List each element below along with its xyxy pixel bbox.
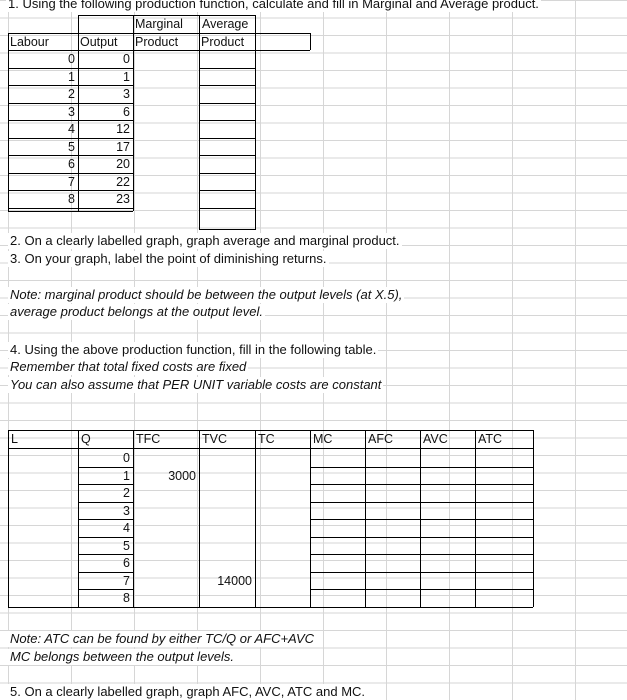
average-product-cell[interactable] bbox=[200, 69, 254, 85]
output-cell[interactable]: 1 bbox=[123, 69, 130, 84]
q-cell[interactable]: 8 bbox=[123, 591, 130, 605]
marginal-product-cell[interactable] bbox=[134, 174, 198, 190]
q1-title: 1. Using the following production function, calculate and fill in Marginal and Average product. bbox=[6, 0, 541, 12]
output-cell[interactable]: 12 bbox=[116, 122, 130, 136]
q-cell[interactable]: 2 bbox=[123, 486, 130, 500]
average-product-cell[interactable] bbox=[200, 86, 254, 102]
tfc-cell[interactable] bbox=[133, 555, 196, 571]
output-cell[interactable]: 17 bbox=[116, 139, 130, 154]
tfc-cell[interactable] bbox=[133, 573, 196, 589]
marginal-product-cell[interactable] bbox=[134, 51, 198, 67]
average-product-cell[interactable] bbox=[200, 104, 254, 120]
tfc-cell[interactable]: 3000 bbox=[168, 468, 196, 483]
output-cell[interactable]: 3 bbox=[123, 87, 130, 101]
q-cell[interactable]: 5 bbox=[123, 538, 130, 553]
output-cell[interactable]: 23 bbox=[116, 192, 130, 206]
tvc-cell[interactable] bbox=[199, 555, 252, 571]
average-header-bottom: Product bbox=[201, 35, 245, 49]
tfc-cell[interactable] bbox=[133, 450, 196, 466]
note1-line2: average product belongs at the output level. bbox=[10, 304, 263, 319]
q-cell[interactable]: 4 bbox=[123, 521, 130, 535]
tfc-cell[interactable] bbox=[133, 590, 196, 606]
header-l: L bbox=[11, 432, 18, 446]
marginal-product-cell[interactable] bbox=[134, 191, 198, 207]
tvc-cell[interactable] bbox=[199, 468, 252, 484]
output-cell[interactable]: 6 bbox=[123, 104, 130, 119]
tfc-cell[interactable] bbox=[133, 485, 196, 501]
marginal-product-cell[interactable] bbox=[134, 121, 198, 137]
header-q: Q bbox=[81, 432, 91, 446]
labour-cell[interactable]: 7 bbox=[68, 174, 75, 189]
average-product-cell[interactable] bbox=[200, 174, 254, 190]
labour-cell[interactable]: 4 bbox=[68, 122, 75, 136]
output-cell[interactable]: 20 bbox=[116, 157, 130, 171]
labour-cell[interactable]: 6 bbox=[68, 157, 75, 171]
q5-text: 5. On a clearly labelled graph, graph AFC, AVC, ATC and MC. bbox=[10, 684, 366, 699]
average-product-cell[interactable] bbox=[200, 156, 254, 172]
output-cell[interactable]: 22 bbox=[116, 174, 130, 189]
tfc-cell[interactable] bbox=[133, 520, 196, 536]
q-cell[interactable]: 7 bbox=[123, 573, 130, 588]
q3-text: 3. On your graph, label the point of diminishing returns. bbox=[10, 251, 327, 266]
q4-title: 4. Using the above production function, fill in the following table. bbox=[10, 342, 377, 357]
header-avc: AVC bbox=[423, 432, 448, 446]
note2-line1: Note: ATC can be found by either TC/Q or AFC+AVC bbox=[10, 631, 315, 646]
labour-header: Labour bbox=[10, 35, 49, 49]
marginal-header-bottom: Product bbox=[135, 35, 179, 49]
output-header: Output bbox=[80, 35, 118, 49]
q-cell[interactable]: 0 bbox=[123, 451, 130, 465]
note2-line2: MC belongs between the output levels. bbox=[10, 649, 235, 664]
header-afc: AFC bbox=[368, 432, 393, 446]
average-product-cell[interactable] bbox=[200, 191, 254, 207]
average-product-cell[interactable] bbox=[200, 51, 254, 67]
header-tc: TC bbox=[258, 432, 275, 446]
labour-cell[interactable]: 3 bbox=[68, 104, 75, 119]
labour-cell[interactable]: 1 bbox=[68, 69, 75, 84]
average-product-cell[interactable] bbox=[200, 121, 254, 137]
labour-cell[interactable]: 0 bbox=[68, 52, 75, 66]
q4-line2: Remember that total fixed costs are fixed bbox=[10, 359, 247, 374]
q-cell[interactable]: 1 bbox=[123, 468, 130, 483]
marginal-product-cell[interactable] bbox=[134, 139, 198, 155]
note1-line1: Note: marginal product should be between the output levels (at X.5), bbox=[10, 287, 403, 302]
tvc-cell[interactable]: 14000 bbox=[217, 573, 252, 588]
q-cell[interactable]: 6 bbox=[123, 556, 130, 570]
header-atc: ATC bbox=[478, 432, 503, 446]
tfc-cell[interactable] bbox=[133, 503, 196, 519]
tvc-cell[interactable] bbox=[199, 485, 252, 501]
tvc-cell[interactable] bbox=[199, 538, 252, 554]
marginal-product-cell[interactable] bbox=[134, 156, 198, 172]
average-header-top: Average bbox=[202, 17, 249, 31]
tvc-cell[interactable] bbox=[199, 590, 252, 606]
tvc-cell[interactable] bbox=[199, 503, 252, 519]
marginal-header-top: Marginal bbox=[135, 17, 183, 31]
tvc-cell[interactable] bbox=[199, 450, 252, 466]
output-cell[interactable]: 0 bbox=[123, 52, 130, 66]
q4-line3: You can also assume that PER UNIT variable costs are constant bbox=[10, 377, 382, 392]
header-tfc: TFC bbox=[136, 432, 161, 446]
q2-text: 2. On a clearly labelled graph, graph average and marginal product. bbox=[10, 233, 400, 248]
labour-cell[interactable]: 5 bbox=[68, 139, 75, 154]
marginal-product-cell[interactable] bbox=[134, 69, 198, 85]
average-product-cell[interactable] bbox=[200, 139, 254, 155]
marginal-product-cell[interactable] bbox=[134, 104, 198, 120]
labour-cell[interactable]: 8 bbox=[68, 192, 75, 206]
header-tvc: TVC bbox=[202, 432, 227, 446]
tvc-cell[interactable] bbox=[199, 520, 252, 536]
marginal-product-cell[interactable] bbox=[134, 86, 198, 102]
q-cell[interactable]: 3 bbox=[123, 503, 130, 518]
tfc-cell[interactable] bbox=[133, 538, 196, 554]
labour-cell[interactable]: 2 bbox=[68, 87, 75, 101]
header-mc: MC bbox=[313, 432, 333, 446]
